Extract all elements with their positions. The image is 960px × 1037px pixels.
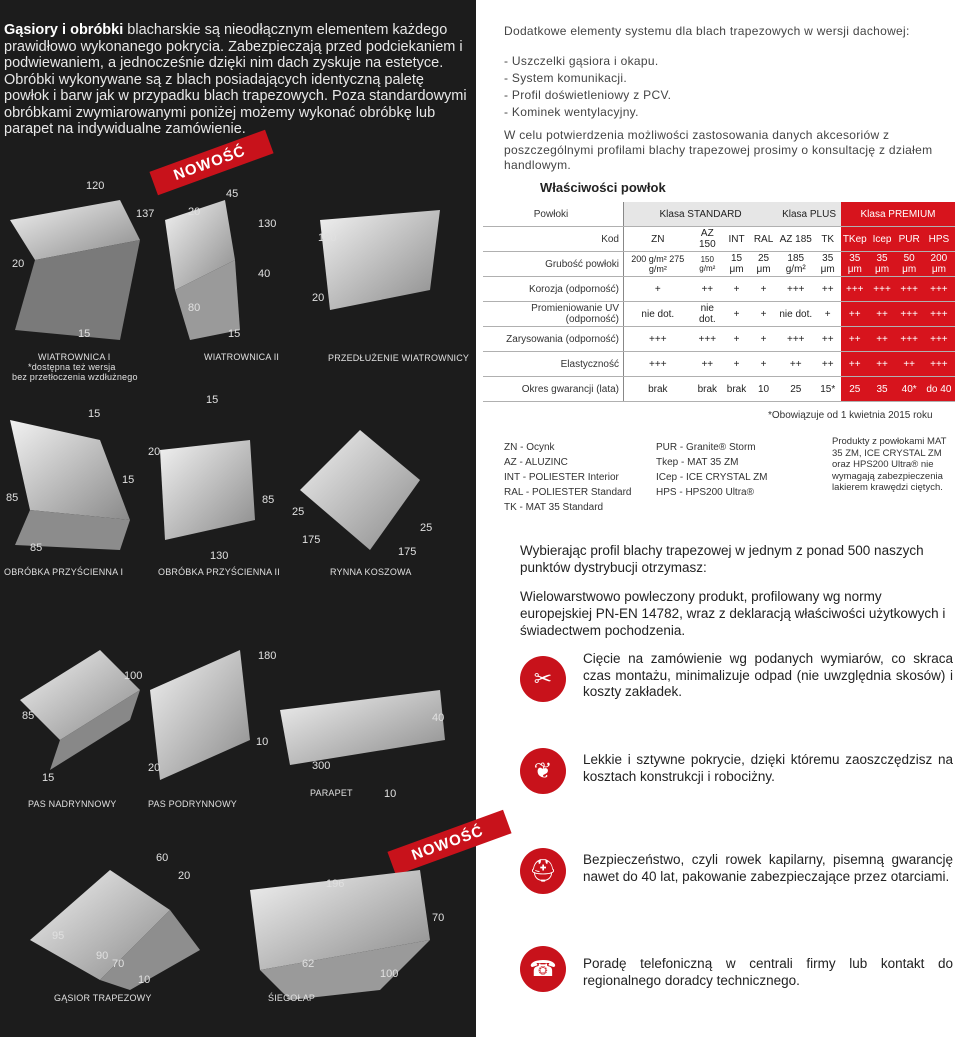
table-cell: 35 μm	[869, 252, 896, 277]
table-cell: 200 μm	[923, 252, 955, 277]
label-przedluzenie: PRZEDŁUŻENIE WIATROWNICY	[328, 353, 470, 363]
label-parapet: PARAPET	[310, 788, 353, 798]
dim-90: 90	[96, 950, 109, 962]
table-cell: ++	[814, 277, 841, 302]
table-cell: +	[750, 352, 777, 377]
table-cell: brak	[692, 377, 723, 402]
label-pas-podrynnowy: PAS PODRYNNOWY	[148, 799, 237, 809]
table-cell: +	[750, 302, 777, 327]
new-badge: NOWOŚĆ	[387, 810, 511, 876]
dim-80: 80	[188, 302, 201, 314]
table-cell: 25	[841, 377, 869, 402]
intro-body: blacharskie są nieodłącznym elementem każdego prawidłowo wykonanego pokrycia. Zabezpieczają przed podciekaniem i podwiewaniem, a jednocześnie dzięki nim dach zyskuje na estetyce. Obróbki wykonywane są z blach posiadających identyczną paletę powłok i barw jak w przypadku blach trapezowych. Poza standardowymi obróbkami zwymiarowanymi poniżej możemy wykonać obróbkę lub parapet na indywidualne zamówienie.	[4, 22, 467, 137]
dim-25: 25	[292, 506, 305, 518]
dim-180: 180	[258, 650, 277, 662]
dim-62: 62	[302, 958, 315, 970]
table-cell: +++	[923, 277, 955, 302]
table-cell: +	[723, 302, 750, 327]
dim-10: 10	[384, 788, 397, 800]
row-label: Zarysowania (odporność)	[483, 327, 624, 352]
dim-130: 130	[210, 550, 229, 562]
table-cell: ++	[692, 277, 723, 302]
table-cell: +++	[692, 327, 723, 352]
header-plus: Klasa PLUS	[777, 202, 841, 227]
legend-item: HPS - HPS200 Ultra®	[656, 487, 754, 498]
table-cell: nie dot.	[692, 302, 723, 327]
legend-item: TK - MAT 35 Standard	[504, 502, 604, 513]
table-cell: 200 g/m² 275 g/m²	[624, 252, 692, 277]
table-cell: +++	[841, 277, 869, 302]
table-cell: +++	[923, 302, 955, 327]
dim-45: 45	[226, 188, 239, 200]
table-cell: 35	[869, 377, 896, 402]
label-siegolap: ŚIEGOŁAP	[268, 993, 316, 1003]
legend-item: ICep - ICE CRYSTAL ZM	[656, 472, 768, 483]
label-wiatrownica-1-note2: bez przetłoczenia wzdłużnego	[12, 372, 138, 382]
table-cell: ++	[841, 327, 869, 352]
label-wiatrownica-2: WIATROWNICA II	[204, 352, 280, 362]
table-cell: 50 μm	[896, 252, 923, 277]
table-cell: brak	[723, 377, 750, 402]
table-cell: 15*	[814, 377, 841, 402]
addon-item: - Kominek wentylacyjny.	[504, 105, 639, 119]
dim-40: 40	[432, 712, 445, 724]
table-cell: +++	[624, 327, 692, 352]
dim-20: 20	[188, 206, 201, 218]
dim-10: 10	[256, 736, 269, 748]
table-row	[483, 377, 955, 402]
dim-20: 20	[12, 258, 25, 270]
table-cell: +	[723, 352, 750, 377]
obrobki-illustrations	[0, 400, 476, 570]
legend-item: Tkep - MAT 35 ZM	[656, 457, 739, 468]
table-cell: 10	[750, 377, 777, 402]
row-label: Kod	[483, 227, 624, 252]
label-pas-nadrynnowy: PAS NADRYNNOWY	[28, 799, 117, 809]
dim-85: 85	[262, 494, 275, 506]
dim-100: 100	[380, 968, 399, 980]
legend-item: PUR - Granite® Storm	[656, 442, 756, 453]
table-cell: 150 g/m²	[692, 252, 723, 277]
dim-60: 60	[156, 852, 169, 864]
table-cell: 185 g/m²	[777, 252, 814, 277]
table-cell: +	[750, 277, 777, 302]
feature-cutting: Cięcie na zamówienie wg podanych wymiarów, co skraca czas montażu, minimalizuje odpad (nie uwzględnia skosów) i koszty zakładek.	[583, 651, 953, 699]
dim-175: 175	[398, 546, 417, 558]
table-cell: ++	[896, 352, 923, 377]
table-cell: 35 μm	[841, 252, 869, 277]
table-cell: 15 μm	[723, 252, 750, 277]
dim-70: 70	[112, 958, 125, 970]
dim-40: 40	[258, 268, 271, 280]
table-cell: +	[723, 327, 750, 352]
table-cell: ZN	[624, 227, 692, 252]
table-header-row	[483, 202, 955, 227]
label-gasior: GĄSIOR TRAPEZOWY	[54, 993, 152, 1003]
dim-10: 10	[138, 974, 151, 986]
table-row	[483, 277, 955, 302]
table-cell: +++	[923, 352, 955, 377]
legend-note: Produkty z powłokami MAT 35 ZM, ICE CRYSTAL ZM oraz HPS200 Ultra® nie wymagają zabezpieczenia lakierem krawędzi ciętych.	[832, 436, 947, 493]
dim-20: 20	[148, 446, 161, 458]
obrobka-1-icon	[10, 420, 130, 520]
row-label: Promieniowanie UV (odporność)	[483, 302, 624, 327]
table-cell: ++	[814, 352, 841, 377]
table-cell: 25 μm	[750, 252, 777, 277]
table-cell: 25	[777, 377, 814, 402]
dim-120: 120	[86, 180, 105, 192]
pas-podrynnowy-icon	[150, 650, 250, 780]
dim-15: 15	[78, 328, 91, 340]
pasy-illustrations	[0, 630, 476, 800]
intro-bold: Gąsiory i obróbki	[4, 22, 124, 38]
table-cell: TK	[814, 227, 841, 252]
legend-item: RAL - POLIESTER Standard	[504, 487, 632, 498]
table-row	[483, 302, 955, 327]
table-cell: +++	[896, 277, 923, 302]
label-wiatrownica-1-note: *dostępna też wersja	[28, 362, 116, 372]
gasior-illustrations	[0, 850, 476, 1000]
table-cell: RAL	[750, 227, 777, 252]
addons-title: Dodatkowe elementy systemu dla blach trapezowych w wersji dachowej:	[504, 24, 910, 38]
table-cell: +++	[624, 352, 692, 377]
table-cell: 35 μm	[814, 252, 841, 277]
table-title: Właściwości powłok	[540, 180, 666, 195]
label-obrobka-2: OBRÓBKA PRZYŚCIENNA II	[158, 567, 280, 577]
table-cell: TKep	[841, 227, 869, 252]
dim-70: 70	[432, 912, 445, 924]
dim-15: 15	[42, 772, 55, 784]
table-cell: +++	[777, 277, 814, 302]
rynna-icon	[300, 430, 420, 550]
table-footnote: *Obowiązuje od 1 kwietnia 2015 roku	[768, 410, 933, 421]
table-cell: ++	[869, 302, 896, 327]
feature-safety: Bezpieczeństwo, czyli rowek kapilarny, pisemną gwarancję nawet do 40 lat, pakowanie zabezpieczające przez otarciami.	[583, 852, 953, 884]
dim-15: 15	[88, 408, 101, 420]
table-cell: ++	[777, 352, 814, 377]
label-rynna: RYNNA KOSZOWA	[330, 567, 412, 577]
table-cell: Icep	[869, 227, 896, 252]
addons-note: W celu potwierdzenia możliwości zastosowania danych akcesoriów z poszczególnymi profilami blachy trapezowej prosimy o konsultację z działem handlowym.	[504, 128, 933, 172]
offer-lead: Wybierając profil blachy trapezowej w jednym z ponad 500 naszych punktów dystrybucji otrzymasz:	[520, 543, 924, 575]
dim-175: 175	[302, 534, 321, 546]
dim-85: 85	[30, 542, 43, 554]
table-row	[483, 252, 955, 277]
row-label: Grubość powłoki	[483, 252, 624, 277]
header-powloki: Powłoki	[483, 202, 624, 227]
phone-icon: ☎	[520, 946, 566, 992]
new-badge: NOWOŚĆ	[149, 130, 273, 196]
table-cell: brak	[624, 377, 692, 402]
header-premium: Klasa PREMIUM	[841, 202, 955, 227]
table-cell: nie dot.	[777, 302, 814, 327]
feather-icon: ❦	[520, 748, 566, 794]
dim-130: 130	[258, 218, 277, 230]
intro-text	[4, 22, 470, 138]
dim-15: 15	[122, 474, 135, 486]
table-cell: do 40	[923, 377, 955, 402]
pas-nadrynnowy-icon	[20, 650, 143, 740]
dim-100: 100	[124, 670, 143, 682]
table-row	[483, 227, 955, 252]
header-standard: Klasa STANDARD	[624, 202, 778, 227]
table-cell: +++	[869, 277, 896, 302]
table-cell: ++	[869, 327, 896, 352]
dim-180: 180	[318, 232, 337, 244]
table-cell: +++	[896, 302, 923, 327]
dim-15: 15	[206, 394, 219, 406]
table-cell: ++	[869, 352, 896, 377]
table-cell: ++	[692, 352, 723, 377]
legend-mid	[656, 440, 768, 500]
table-cell: AZ 185	[777, 227, 814, 252]
table-cell: ++	[841, 302, 869, 327]
dim-20: 20	[178, 870, 191, 882]
table-cell: +	[814, 302, 841, 327]
addon-item: - System komunikacji.	[504, 71, 627, 85]
dim-25: 25	[420, 522, 433, 534]
row-label: Okres gwarancji (lata)	[483, 377, 624, 402]
table-cell: INT	[723, 227, 750, 252]
table-cell: AZ 150	[692, 227, 723, 252]
label-wiatrownica-1: WIATROWNICA I	[38, 352, 111, 362]
table-cell: 40*	[896, 377, 923, 402]
table-cell: PUR	[896, 227, 923, 252]
table-cell: +	[624, 277, 692, 302]
table-cell: +	[723, 277, 750, 302]
row-label: Korozja (odporność)	[483, 277, 624, 302]
feature-advice: Poradę telefoniczną w centrali firmy lub kontakt do regionalnego doradcy technicznego.	[583, 956, 953, 988]
dim-15: 15	[228, 328, 241, 340]
offer-paragraph: Wielowarstwowo powleczony produkt, profilowany wg normy europejskiej PN-EN 14782, wraz z deklaracją właściwości użytkowych i świadectwem pochodzenia.	[520, 589, 946, 638]
obrobka-2-icon	[160, 440, 255, 540]
dim-137: 137	[136, 208, 155, 220]
legend-item: AZ - ALUZINC	[504, 457, 568, 468]
legend-item: ZN - Ocynk	[504, 442, 555, 453]
parapet-icon	[280, 690, 445, 765]
helmet-icon: ⛑	[520, 848, 566, 894]
table-cell: +	[750, 327, 777, 352]
dim-85: 85	[6, 492, 19, 504]
label-obrobka-1: OBRÓBKA PRZYŚCIENNA I	[4, 567, 124, 577]
table-cell: +++	[777, 327, 814, 352]
scissors-icon: ✂	[520, 656, 566, 702]
table-cell: +++	[896, 327, 923, 352]
wiatrownica-illustrations	[0, 180, 476, 380]
dim-20: 20	[312, 292, 325, 304]
table-cell: +++	[923, 327, 955, 352]
row-label: Elastyczność	[483, 352, 624, 377]
addon-item: - Profil doświetleniowy z PCV.	[504, 88, 672, 102]
legend-item: INT - POLIESTER Interior	[504, 472, 619, 483]
dim-20: 20	[148, 762, 161, 774]
addon-item: - Uszczelki gąsiora i okapu.	[504, 54, 659, 68]
table-cell: ++	[841, 352, 869, 377]
table-cell: nie dot.	[624, 302, 692, 327]
dim-300: 300	[312, 760, 331, 772]
table-cell: HPS	[923, 227, 955, 252]
table-row	[483, 352, 955, 377]
dim-85: 85	[22, 710, 35, 722]
przedluzenie-icon	[320, 210, 440, 310]
table-row	[483, 327, 955, 352]
legend-left	[504, 440, 631, 515]
table-cell: ++	[814, 327, 841, 352]
dim-196: 196	[326, 878, 345, 890]
feature-light: Lekkie i sztywne pokrycie, dzięki któremu zaoszczędzisz na kosztach konstrukcji i robociżny.	[583, 752, 953, 784]
dim-95: 95	[52, 930, 65, 942]
coatings-table	[483, 202, 955, 402]
